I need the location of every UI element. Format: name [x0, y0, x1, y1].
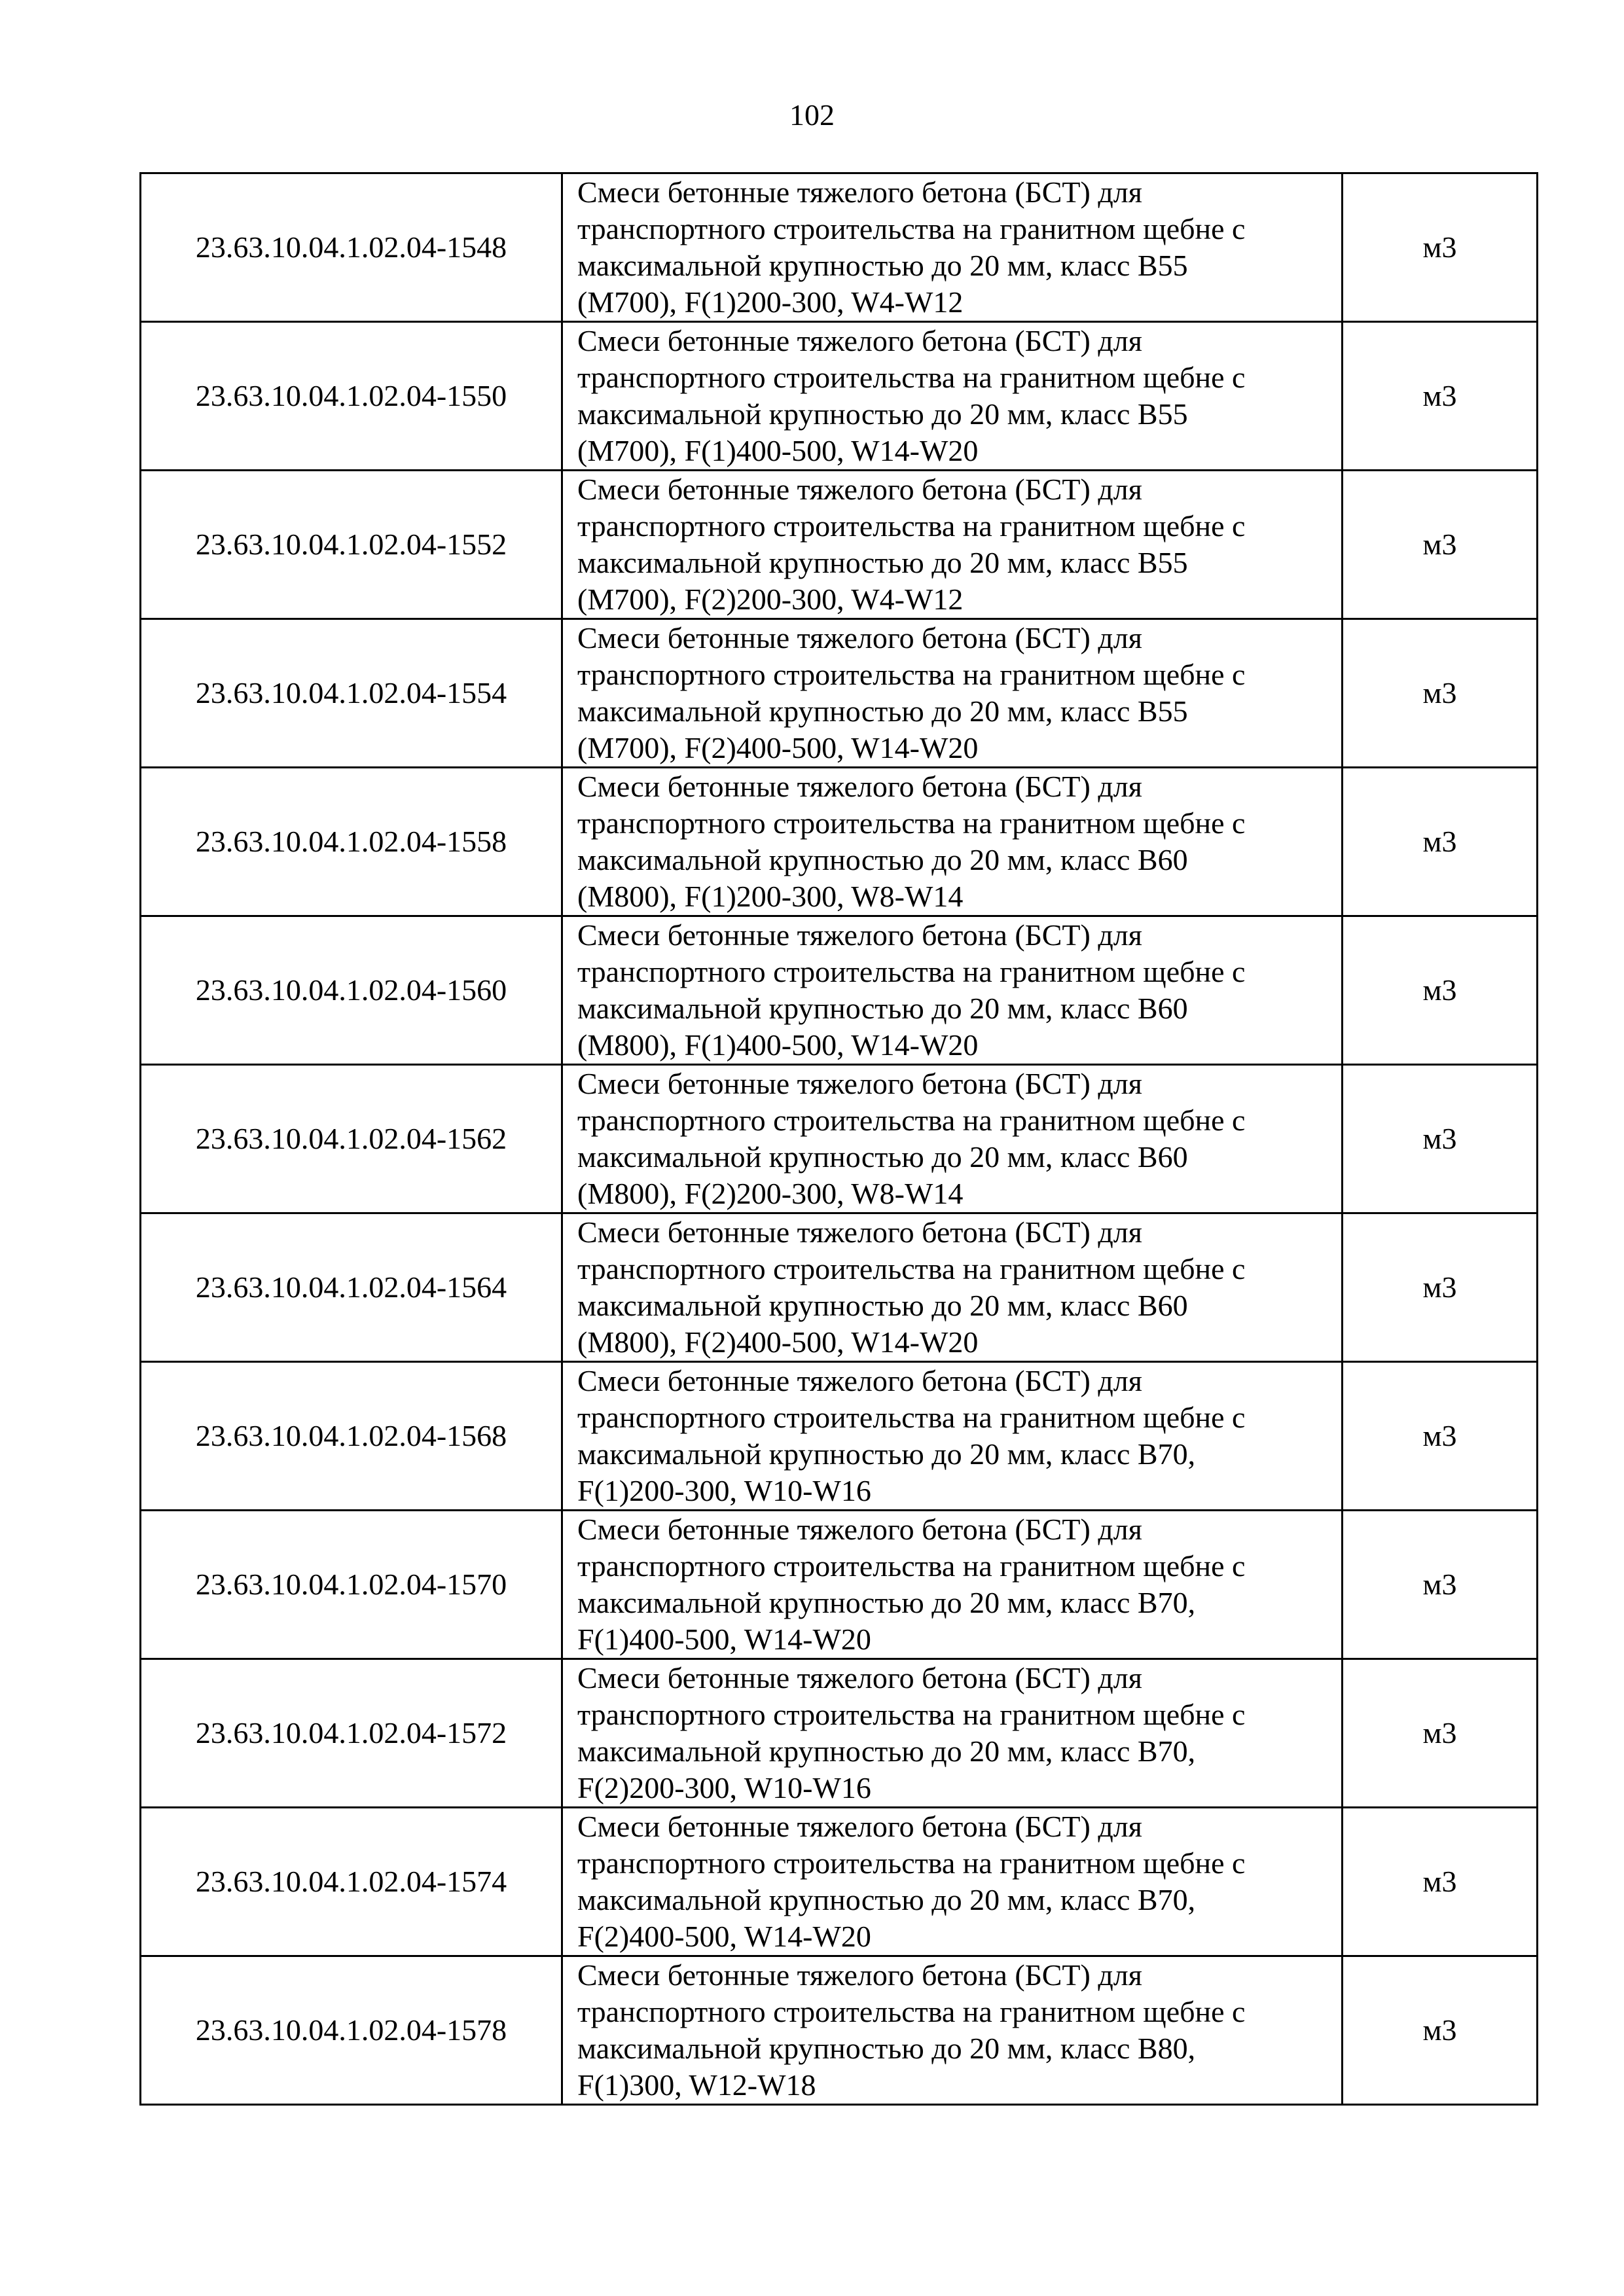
table-row — [141, 471, 1538, 619]
resource-code-cell: 23.63.10.04.1.02.04-1578 — [141, 1956, 562, 2105]
unit-cell: м3 — [1343, 471, 1538, 619]
description-line: максимальной крупностью до 20 мм, класс В55 — [577, 249, 1188, 282]
description-line: Смеси бетонные тяжелого бетона (БСТ) для — [577, 1067, 1142, 1100]
description-line: транспортного строительства на гранитном щебне с — [577, 1698, 1246, 1731]
resource-description-cell — [562, 1213, 1343, 1362]
unit-cell: м3 — [1343, 768, 1538, 916]
description-line: транспортного строительства на гранитном щебне с — [577, 1252, 1246, 1285]
table-row — [141, 173, 1538, 322]
table-row — [141, 1956, 1538, 2105]
resource-code-cell: 23.63.10.04.1.02.04-1552 — [141, 471, 562, 619]
description-line: (М800), F(1)200-300, W8-W14 — [577, 880, 964, 913]
resource-description-cell — [562, 1065, 1343, 1213]
description-line: транспортного строительства на гранитном щебне с — [577, 1995, 1246, 2028]
description-line: максимальной крупностью до 20 мм, класс В80, — [577, 2032, 1196, 2065]
description-line: транспортного строительства на гранитном щебне с — [577, 658, 1246, 691]
resource-description-cell — [562, 173, 1343, 322]
unit-cell: м3 — [1343, 1065, 1538, 1213]
description-line: максимальной крупностью до 20 мм, класс В70, — [577, 1883, 1196, 1916]
resource-code-cell: 23.63.10.04.1.02.04-1568 — [141, 1362, 562, 1511]
resource-description-cell — [562, 768, 1343, 916]
resource-table — [139, 172, 1538, 2106]
resource-code-cell: 23.63.10.04.1.02.04-1550 — [141, 322, 562, 471]
description-line: F(1)300, W12-W18 — [577, 2068, 816, 2102]
resource-code-cell: 23.63.10.04.1.02.04-1570 — [141, 1511, 562, 1659]
resource-code-cell: 23.63.10.04.1.02.04-1548 — [141, 173, 562, 322]
description-line: транспортного строительства на гранитном щебне с — [577, 1549, 1246, 1583]
resource-code-cell: 23.63.10.04.1.02.04-1564 — [141, 1213, 562, 1362]
description-line: максимальной крупностью до 20 мм, класс В70, — [577, 1586, 1196, 1619]
unit-cell: м3 — [1343, 916, 1538, 1065]
resource-code-cell: 23.63.10.04.1.02.04-1554 — [141, 619, 562, 768]
description-line: максимальной крупностью до 20 мм, класс В60 — [577, 992, 1188, 1025]
description-line: F(2)200-300, W10-W16 — [577, 1771, 871, 1804]
resource-description-cell — [562, 1956, 1343, 2105]
description-line: транспортного строительства на гранитном щебне с — [577, 806, 1246, 840]
table-row — [141, 619, 1538, 768]
description-line: транспортного строительства на гранитном щебне с — [577, 955, 1246, 988]
table-row — [141, 1511, 1538, 1659]
description-line: максимальной крупностью до 20 мм, класс В60 — [577, 1140, 1188, 1174]
description-line: максимальной крупностью до 20 мм, класс В70, — [577, 1734, 1196, 1768]
description-line: Смеси бетонные тяжелого бетона (БСТ) для — [577, 918, 1142, 952]
resource-description-cell — [562, 1362, 1343, 1511]
table-row — [141, 322, 1538, 471]
resource-description-cell — [562, 471, 1343, 619]
description-line: Смеси бетонные тяжелого бетона (БСТ) для — [577, 473, 1142, 506]
description-line: максимальной крупностью до 20 мм, класс В60 — [577, 843, 1188, 876]
description-line: Смеси бетонные тяжелого бетона (БСТ) для — [577, 1513, 1142, 1546]
table-row — [141, 916, 1538, 1065]
description-line: (М800), F(2)200-300, W8-W14 — [577, 1177, 964, 1210]
description-line: (М800), F(2)400-500, W14-W20 — [577, 1325, 979, 1359]
table-body — [141, 173, 1538, 2105]
unit-cell: м3 — [1343, 619, 1538, 768]
resource-code-cell: 23.63.10.04.1.02.04-1574 — [141, 1808, 562, 1956]
description-line: транспортного строительства на гранитном щебне с — [577, 212, 1246, 245]
description-line: транспортного строительства на гранитном щебне с — [577, 361, 1246, 394]
resource-description-cell — [562, 916, 1343, 1065]
description-line: Смеси бетонные тяжелого бетона (БСТ) для — [577, 1661, 1142, 1695]
table-row — [141, 1065, 1538, 1213]
resource-code-cell: 23.63.10.04.1.02.04-1572 — [141, 1659, 562, 1808]
unit-cell: м3 — [1343, 1362, 1538, 1511]
unit-cell: м3 — [1343, 322, 1538, 471]
description-line: Смеси бетонные тяжелого бетона (БСТ) для — [577, 770, 1142, 803]
description-line: Смеси бетонные тяжелого бетона (БСТ) для — [577, 1810, 1142, 1843]
description-line: (М700), F(2)200-300, W4-W12 — [577, 583, 964, 616]
description-line: максимальной крупностью до 20 мм, класс В55 — [577, 397, 1188, 431]
unit-cell: м3 — [1343, 1956, 1538, 2105]
description-line: транспортного строительства на гранитном щебне с — [577, 509, 1246, 543]
unit-cell: м3 — [1343, 1213, 1538, 1362]
unit-cell: м3 — [1343, 173, 1538, 322]
resource-code-cell: 23.63.10.04.1.02.04-1558 — [141, 768, 562, 916]
description-line: Смеси бетонные тяжелого бетона (БСТ) для — [577, 324, 1142, 357]
unit-cell: м3 — [1343, 1511, 1538, 1659]
description-line: Смеси бетонные тяжелого бетона (БСТ) для — [577, 175, 1142, 209]
description-line: Смеси бетонные тяжелого бетона (БСТ) для — [577, 1215, 1142, 1249]
description-line: максимальной крупностью до 20 мм, класс В55 — [577, 546, 1188, 579]
description-line: максимальной крупностью до 20 мм, класс В70, — [577, 1437, 1196, 1471]
description-line: транспортного строительства на гранитном щебне с — [577, 1401, 1246, 1434]
unit-cell: м3 — [1343, 1808, 1538, 1956]
resource-description-cell — [562, 1659, 1343, 1808]
description-line: Смеси бетонные тяжелого бетона (БСТ) для — [577, 1364, 1142, 1397]
description-line: Смеси бетонные тяжелого бетона (БСТ) для — [577, 621, 1142, 655]
resource-description-cell — [562, 1511, 1343, 1659]
resource-code-cell: 23.63.10.04.1.02.04-1562 — [141, 1065, 562, 1213]
table-row — [141, 1659, 1538, 1808]
description-line: Смеси бетонные тяжелого бетона (БСТ) для — [577, 1958, 1142, 1992]
table-row — [141, 1808, 1538, 1956]
resource-description-cell — [562, 322, 1343, 471]
description-line: F(1)200-300, W10-W16 — [577, 1474, 871, 1507]
description-line: F(1)400-500, W14-W20 — [577, 1623, 871, 1656]
description-line: максимальной крупностью до 20 мм, класс В55 — [577, 694, 1188, 728]
table-row — [141, 768, 1538, 916]
description-line: (М700), F(1)400-500, W14-W20 — [577, 434, 979, 467]
description-line: максимальной крупностью до 20 мм, класс В60 — [577, 1289, 1188, 1322]
resource-code-cell: 23.63.10.04.1.02.04-1560 — [141, 916, 562, 1065]
page-number: 102 — [789, 98, 835, 132]
resource-description-cell — [562, 619, 1343, 768]
description-line: F(2)400-500, W14-W20 — [577, 1920, 871, 1953]
description-line: (М700), F(1)200-300, W4-W12 — [577, 285, 964, 319]
unit-cell: м3 — [1343, 1659, 1538, 1808]
description-line: (М800), F(1)400-500, W14-W20 — [577, 1028, 979, 1062]
description-line: транспортного строительства на гранитном щебне с — [577, 1846, 1246, 1880]
table-row — [141, 1213, 1538, 1362]
table-row — [141, 1362, 1538, 1511]
description-line: (М700), F(2)400-500, W14-W20 — [577, 731, 979, 764]
description-line: транспортного строительства на гранитном щебне с — [577, 1103, 1246, 1137]
resource-description-cell — [562, 1808, 1343, 1956]
